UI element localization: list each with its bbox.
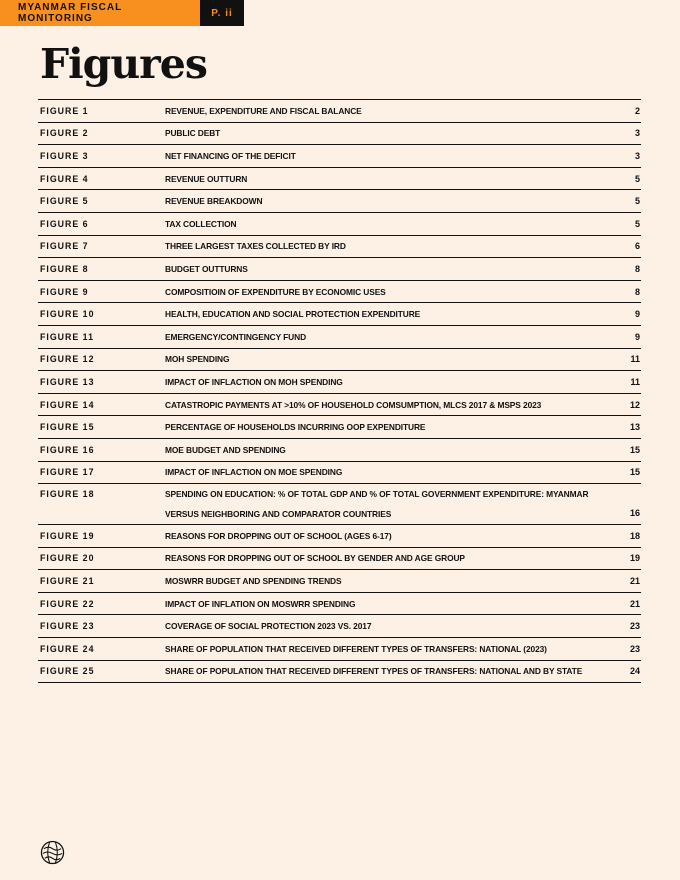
figure-page-number: 11	[630, 354, 640, 365]
figure-page-number: 21	[629, 598, 640, 609]
figure-caption: REVENUE, EXPENDITURE AND FISCAL BALANCE	[165, 105, 362, 116]
figure-row[interactable]	[38, 100, 641, 123]
figure-caption: REASONS FOR DROPPING OUT OF SCHOOL (AGES 6-17)	[165, 530, 392, 541]
figure-page-number: 6	[634, 241, 640, 252]
figure-caption: MOH SPENDING	[165, 354, 230, 365]
figure-number: FIGURE 3	[40, 150, 89, 161]
world-bank-globe-icon	[40, 840, 65, 865]
figure-page-number: 8	[634, 286, 640, 297]
figure-row[interactable]	[38, 213, 641, 236]
figure-row[interactable]	[38, 570, 641, 593]
figure-number: FIGURE 23	[40, 621, 95, 632]
running-header	[0, 0, 244, 26]
figure-caption: SHARE OF POPULATION THAT RECEIVED DIFFERENT TYPES OF TRANSFERS: NATIONAL (2023)	[165, 643, 547, 654]
figure-page-number: 23	[629, 621, 640, 632]
figure-page-number: 23	[629, 643, 640, 654]
figure-page-number: 11	[630, 376, 640, 387]
figure-page-number: 5	[634, 196, 640, 207]
figure-number: FIGURE 12	[40, 354, 95, 365]
figure-caption: IMPACT OF INFLATION ON MOSWRR SPENDING	[165, 598, 356, 609]
figure-page-number: 16	[629, 508, 640, 519]
figure-page-number: 13	[629, 422, 640, 433]
figure-page-number: 12	[629, 399, 640, 410]
figure-number: FIGURE 25	[40, 666, 95, 677]
figure-row[interactable]	[38, 145, 641, 168]
figure-row[interactable]	[38, 548, 641, 571]
figure-row[interactable]	[38, 638, 641, 661]
figure-caption: NET FINANCING OF THE DEFICIT	[165, 150, 296, 161]
figure-page-number: 5	[634, 173, 640, 184]
figure-row[interactable]	[38, 484, 641, 525]
figure-page-number: 8	[634, 263, 640, 274]
figure-row[interactable]	[38, 416, 641, 439]
figure-number: FIGURE 5	[40, 196, 89, 207]
figure-caption: PUBLIC DEBT	[165, 128, 221, 139]
figure-page-number: 21	[629, 576, 640, 587]
figure-caption: REVENUE BREAKDOWN	[165, 196, 263, 207]
figure-caption: MOE BUDGET AND SPENDING	[165, 444, 286, 455]
figure-caption: COVERAGE OF SOCIAL PROTECTION 2023 VS. 2017	[165, 621, 372, 632]
figure-page-number: 2	[634, 105, 640, 116]
figure-row[interactable]	[38, 525, 641, 548]
figure-row[interactable]	[38, 236, 641, 259]
figure-row[interactable]	[38, 593, 641, 616]
figure-page-number: 19	[629, 553, 640, 564]
figure-number: FIGURE 21	[40, 576, 95, 587]
figure-page-number: 3	[634, 128, 640, 139]
figure-caption: HEALTH, EDUCATION AND SOCIAL PROTECTION EXPENDITURE	[165, 309, 421, 320]
figure-page-number: 3	[634, 150, 640, 161]
figure-page-number: 24	[629, 666, 640, 677]
figure-row[interactable]	[38, 661, 641, 684]
figure-number: FIGURE 7	[40, 241, 89, 252]
figure-caption: CATASTROPIC PAYMENTS AT >10% OF HOUSEHOLD COMSUMPTION, MLCS 2017 & MSPS 2023	[165, 399, 542, 410]
figure-caption: COMPOSITIOIN OF EXPENDITURE BY ECONOMIC USES	[165, 286, 386, 297]
figure-caption: MOSWRR BUDGET AND SPENDING TRENDS	[165, 576, 342, 587]
figure-page-number: 9	[634, 309, 640, 320]
figure-row[interactable]	[38, 281, 641, 304]
figure-caption: REVENUE OUTTURN	[165, 173, 248, 184]
figure-page-number: 15	[629, 467, 640, 478]
figure-number: FIGURE 11	[40, 331, 94, 342]
figure-number: FIGURE 16	[40, 444, 95, 455]
figure-row[interactable]	[38, 326, 641, 349]
figure-number: FIGURE 1	[40, 105, 89, 116]
figure-page-number: 5	[634, 218, 640, 229]
figure-caption: REASONS FOR DROPPING OUT OF SCHOOL BY GENDER AND AGE GROUP	[165, 553, 465, 564]
figure-caption: SPENDING ON EDUCATION: % OF TOTAL GDP AND % OF TOTAL GOVERNMENT EXPENDITURE: MYANMAR VERSUS NEIGHBORING AND COMPARATOR COUNTRIES	[165, 489, 589, 520]
figure-page-number: 15	[629, 444, 640, 455]
figure-row[interactable]	[38, 371, 641, 394]
figure-row[interactable]	[38, 190, 641, 213]
figure-row[interactable]	[38, 394, 641, 417]
figure-number: FIGURE 22	[40, 598, 95, 609]
figure-number: FIGURE 19	[40, 530, 95, 541]
figure-number: FIGURE 10	[40, 309, 95, 320]
figure-row[interactable]	[38, 439, 641, 462]
figure-caption: IMPACT OF INFLACTION ON MOH SPENDING	[165, 376, 343, 387]
figure-row[interactable]	[38, 168, 641, 191]
figure-number: FIGURE 8	[40, 263, 89, 274]
figure-number: FIGURE 17	[40, 467, 95, 478]
figure-number: FIGURE 4	[40, 173, 89, 184]
figure-number: FIGURE 2	[40, 128, 89, 139]
figure-row[interactable]	[38, 615, 641, 638]
figure-caption: TAX COLLECTION	[165, 218, 237, 229]
figure-number: FIGURE 9	[40, 286, 89, 297]
figure-row[interactable]	[38, 303, 641, 326]
figure-page-number: 9	[634, 331, 640, 342]
header-page-number: P. ii	[200, 0, 244, 26]
figure-number: FIGURE 6	[40, 218, 89, 229]
figure-number: FIGURE 15	[40, 422, 95, 433]
figure-caption: IMPACT OF INFLACTION ON MOE SPENDING	[165, 467, 343, 478]
figure-caption: EMERGENCY/CONTINGENCY FUND	[165, 331, 307, 342]
figure-row[interactable]	[38, 462, 641, 485]
page-title: Figures	[40, 40, 207, 88]
figures-list	[38, 99, 641, 683]
figure-number: FIGURE 18	[40, 489, 95, 500]
figure-row[interactable]	[38, 258, 641, 281]
header-title: MYANMAR FISCAL MONITORING	[0, 0, 200, 26]
figure-number: FIGURE 13	[40, 376, 95, 387]
figure-number: FIGURE 14	[40, 399, 95, 410]
figure-row[interactable]	[38, 123, 641, 146]
figure-row[interactable]	[38, 349, 641, 372]
figure-caption: THREE LARGEST TAXES COLLECTED BY IRD	[165, 241, 346, 252]
figure-number: FIGURE 24	[40, 643, 95, 654]
figure-page-number: 18	[629, 530, 640, 541]
figure-caption: PERCENTAGE OF HOUSEHOLDS INCURRING OOP EXPENDITURE	[165, 422, 426, 433]
figure-number: FIGURE 20	[40, 553, 95, 564]
figure-caption: BUDGET OUTTURNS	[165, 263, 248, 274]
figure-caption: SHARE OF POPULATION THAT RECEIVED DIFFERENT TYPES OF TRANSFERS: NATIONAL AND BY STATE	[165, 666, 583, 677]
